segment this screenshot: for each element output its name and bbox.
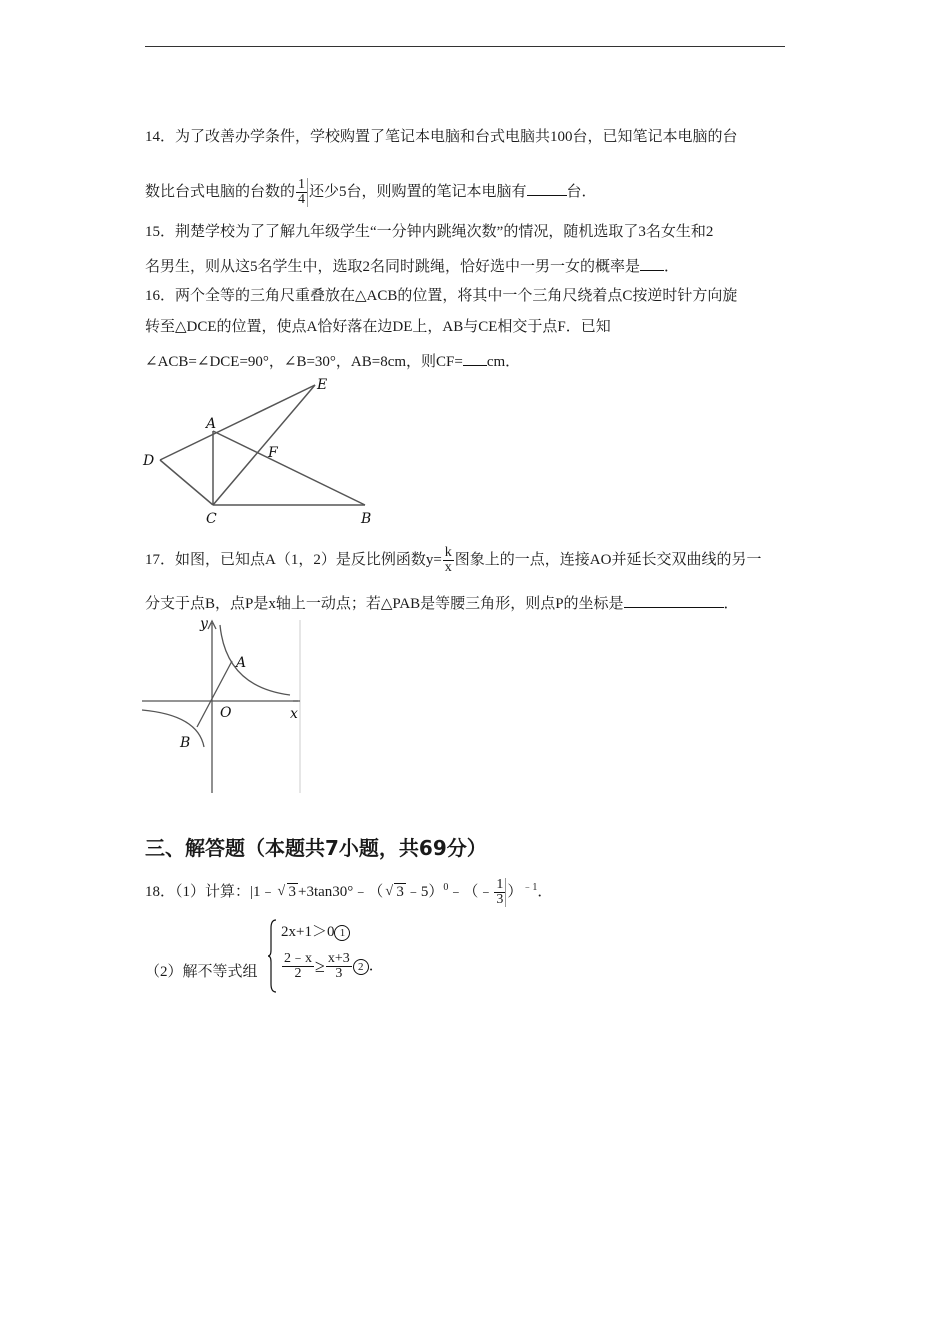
segment-ab xyxy=(213,431,365,505)
q18-frac-num: 1 xyxy=(496,877,504,893)
q18-part2-label: （2）解不等式组 xyxy=(145,964,258,980)
label-y: y xyxy=(200,616,208,632)
q18-sqrt-1 xyxy=(278,882,299,902)
q17-text-end: ． xyxy=(723,596,739,612)
segment-de xyxy=(160,385,315,460)
rhs-num: x+3 xyxy=(327,951,350,966)
q16-line1: 16．两个全等的三角尺重叠放在△ACB的位置，将其中一个三角尺绕着点C按逆时针方向旋 xyxy=(145,288,738,304)
inequality-1-text: 2x+1＞0 xyxy=(281,924,335,940)
q16-text-pre: ∠ACB=∠DCE=90°，∠B=30°，AB=8cm，则CF= xyxy=(145,354,463,370)
circled-number-2: 2 xyxy=(353,959,369,975)
label-a: A xyxy=(236,655,247,671)
q18-part1: 18．（1）计算：|1﹣ √ 3 +3tan30°﹣（ √ 3 ﹣5）$^0$﹣（﹣ $\frac{1}{3}$ ）$^{﹣1}$． xyxy=(145,877,553,908)
q17-text: 分支于点B，点P是x轴上一动点；若△PAB是等腰三角形，则点P的坐标是 xyxy=(145,596,624,612)
q16-answer-blank xyxy=(463,350,487,366)
q17-fraction xyxy=(443,546,454,575)
label-b: B xyxy=(180,735,191,751)
inequality-2-lhs xyxy=(282,952,314,981)
section-3-title: 三、解答题（本题共7小题，共69分） xyxy=(145,836,487,860)
q16-line3 xyxy=(145,350,520,372)
q14-line1: 14．为了改善办学条件，学校购置了笔记本电脑和台式电脑共100台，已知笔记本电脑的台 xyxy=(145,129,738,145)
segment-ce xyxy=(213,385,315,505)
q18-exponent-0: 0 xyxy=(443,882,449,893)
segment-dc xyxy=(160,460,213,505)
label-a: A xyxy=(206,416,217,432)
inequality-1 xyxy=(281,920,350,941)
inequality-2 xyxy=(281,952,384,981)
q16-text-end: cm． xyxy=(486,354,521,370)
q18-frac-den: 3 xyxy=(496,892,504,908)
label-f: F xyxy=(268,445,278,461)
q18-minus-5: ﹣5 xyxy=(405,884,429,900)
q18-text-end: ． xyxy=(537,884,553,900)
q14-text-post: 还少5台，则购置的笔记本电脑有 xyxy=(309,183,527,200)
q17-frac-den: x xyxy=(444,560,452,575)
q17-hyperbola-figure xyxy=(140,615,310,795)
q17-frac-num: k xyxy=(444,545,452,560)
q15-text: 名男生，则从这5名学生中，选取2名同时跳绳，恰好选中一男一女的概率是 xyxy=(145,259,641,275)
q16-triangle-figure xyxy=(140,375,380,530)
lhs-den: 2 xyxy=(294,966,302,981)
q14-frac-num: 1 xyxy=(298,177,306,192)
inequality-2-operator: ≥ xyxy=(315,956,325,976)
q14-line2 xyxy=(145,178,597,207)
label-c: C xyxy=(206,511,217,527)
label-d: D xyxy=(143,453,155,469)
q18-part2-end: ． xyxy=(368,957,384,974)
q15-answer-blank xyxy=(640,255,664,271)
label-o: O xyxy=(220,705,232,721)
q15-text-end: ． xyxy=(664,259,680,275)
q18-radicand-2: 3 xyxy=(396,884,404,900)
circled-number-1: 1 xyxy=(334,925,350,941)
q17-answer-blank xyxy=(624,592,724,608)
header-rule xyxy=(145,46,785,47)
q14-fraction xyxy=(296,178,308,207)
q14-text-end: 台． xyxy=(566,183,597,200)
rhs-den: 3 xyxy=(335,966,343,981)
brace-icon xyxy=(267,918,277,994)
q15-line2 xyxy=(145,255,679,277)
q18-text-mid: +3tan30°﹣（ xyxy=(298,884,384,900)
q17-text-post: 图象上的一点，连接AO并延长交双曲线的另一 xyxy=(454,551,762,568)
q14-text-pre: 数比台式电脑的台数的 xyxy=(145,183,296,200)
q17-text-pre: 17．如图，已知点A（1，2）是反比例函数y= xyxy=(145,551,442,568)
q18-text-mid2: ﹣（﹣ xyxy=(448,884,494,900)
q17-line2 xyxy=(145,592,739,614)
label-x: x xyxy=(290,706,298,722)
label-b: B xyxy=(361,511,372,527)
q14-answer-blank xyxy=(527,180,567,196)
lhs-num: 2﹣x xyxy=(284,951,312,966)
hyperbola-branch-2 xyxy=(142,710,204,747)
q18-text-pre: 18．（1）计算：|1﹣ xyxy=(145,884,276,900)
hyperbola-branch-1 xyxy=(220,625,290,695)
q17-line1 xyxy=(145,546,761,575)
label-e: E xyxy=(317,377,328,393)
sqrt-sign-icon: √ xyxy=(277,884,286,899)
q18-fraction xyxy=(494,878,506,907)
sqrt-sign-icon: √ xyxy=(385,884,393,899)
q14-frac-den: 4 xyxy=(298,192,306,207)
inequality-2-rhs xyxy=(326,952,352,981)
q16-line2: 转至△DCE的位置，使点A恰好落在边DE上，AB与CE相交于点F．已知 xyxy=(145,319,611,335)
q18-exponent-neg1: ﹣1 xyxy=(522,882,538,893)
q18-radicand-1: 3 xyxy=(288,884,297,900)
q15-line1: 15．荆楚学校为了了解九年级学生“一分钟内跳绳次数”的情况，随机选取了3名女生和2 xyxy=(145,224,714,240)
q18-sqrt-2 xyxy=(385,882,406,902)
